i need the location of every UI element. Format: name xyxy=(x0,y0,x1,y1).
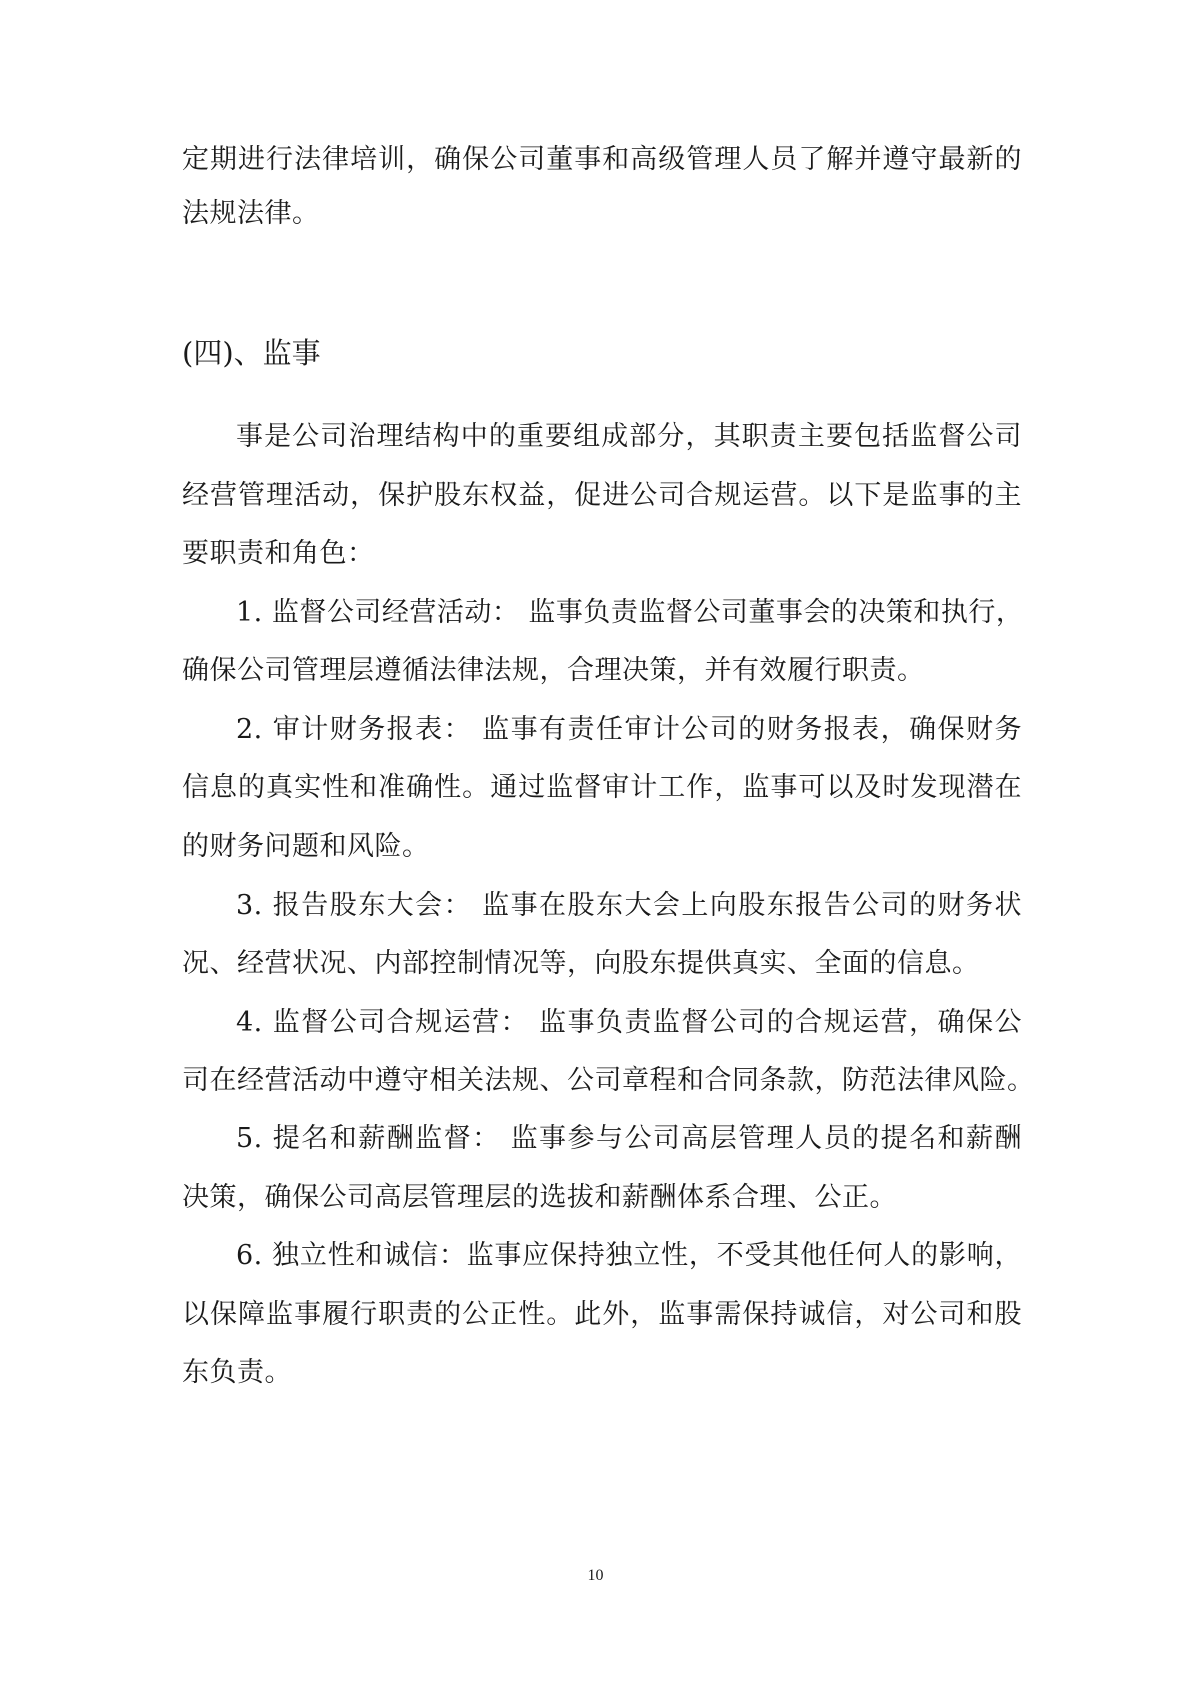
duty-item-line: 东负责。 xyxy=(182,1357,292,1388)
duty-item-line: 3. 报告股东大会： 监事在股东大会上向股东报告公司的财务状 xyxy=(236,890,1022,921)
duty-item-line: 5. 提名和薪酬监督： 监事参与公司高层管理人员的提名和薪酬 xyxy=(236,1123,1022,1154)
duty-item-line: 2. 审计财务报表： 监事有责任审计公司的财务报表，确保财务 xyxy=(236,714,1022,745)
lead-paragraph-line: 事是公司治理结构中的重要组成部分，其职责主要包括监督公司 xyxy=(236,421,1022,452)
duty-item-line: 况、经营状况、内部控制情况等，向股东提供真实、全面的信息。 xyxy=(182,948,980,979)
duty-item-line: 以保障监事履行职责的公正性。此外，监事需保持诚信，对公司和股 xyxy=(182,1299,1022,1330)
intro-line: 法规法律。 xyxy=(182,198,320,229)
duty-item-line: 4. 监督公司合规运营： 监事负责监督公司的合规运营，确保公 xyxy=(236,1007,1022,1038)
duty-item-line: 信息的真实性和准确性。通过监督审计工作，监事可以及时发现潜在 xyxy=(182,772,1022,803)
page-number: 10 xyxy=(587,1567,604,1584)
duty-item-line: 决策，确保公司高层管理层的选拔和薪酬体系合理、公正。 xyxy=(182,1182,897,1213)
duty-item-line: 确保公司管理层遵循法律法规，合理决策，并有效履行职责。 xyxy=(182,655,925,686)
lead-paragraph-line: 经营管理活动，保护股东权益，促进公司合规运营。以下是监事的主 xyxy=(182,480,1022,511)
duty-item-line: 司在经营活动中遵守相关法规、公司章程和合同条款，防范法律风险。 xyxy=(182,1065,1035,1096)
lead-paragraph-line: 要职责和角色： xyxy=(182,538,375,569)
intro-line: 定期进行法律培训，确保公司董事和高级管理人员了解并遵守最新的 xyxy=(182,144,1022,175)
duty-item-line: 的财务问题和风险。 xyxy=(182,831,430,862)
duty-item-line: 1. 监督公司经营活动： 监事负责监督公司董事会的决策和执行， xyxy=(236,597,1024,628)
section-heading: (四)、监事 xyxy=(182,336,321,370)
duty-item-line: 6. 独立性和诚信：监事应保持独立性，不受其他任何人的影响， xyxy=(236,1240,1022,1271)
